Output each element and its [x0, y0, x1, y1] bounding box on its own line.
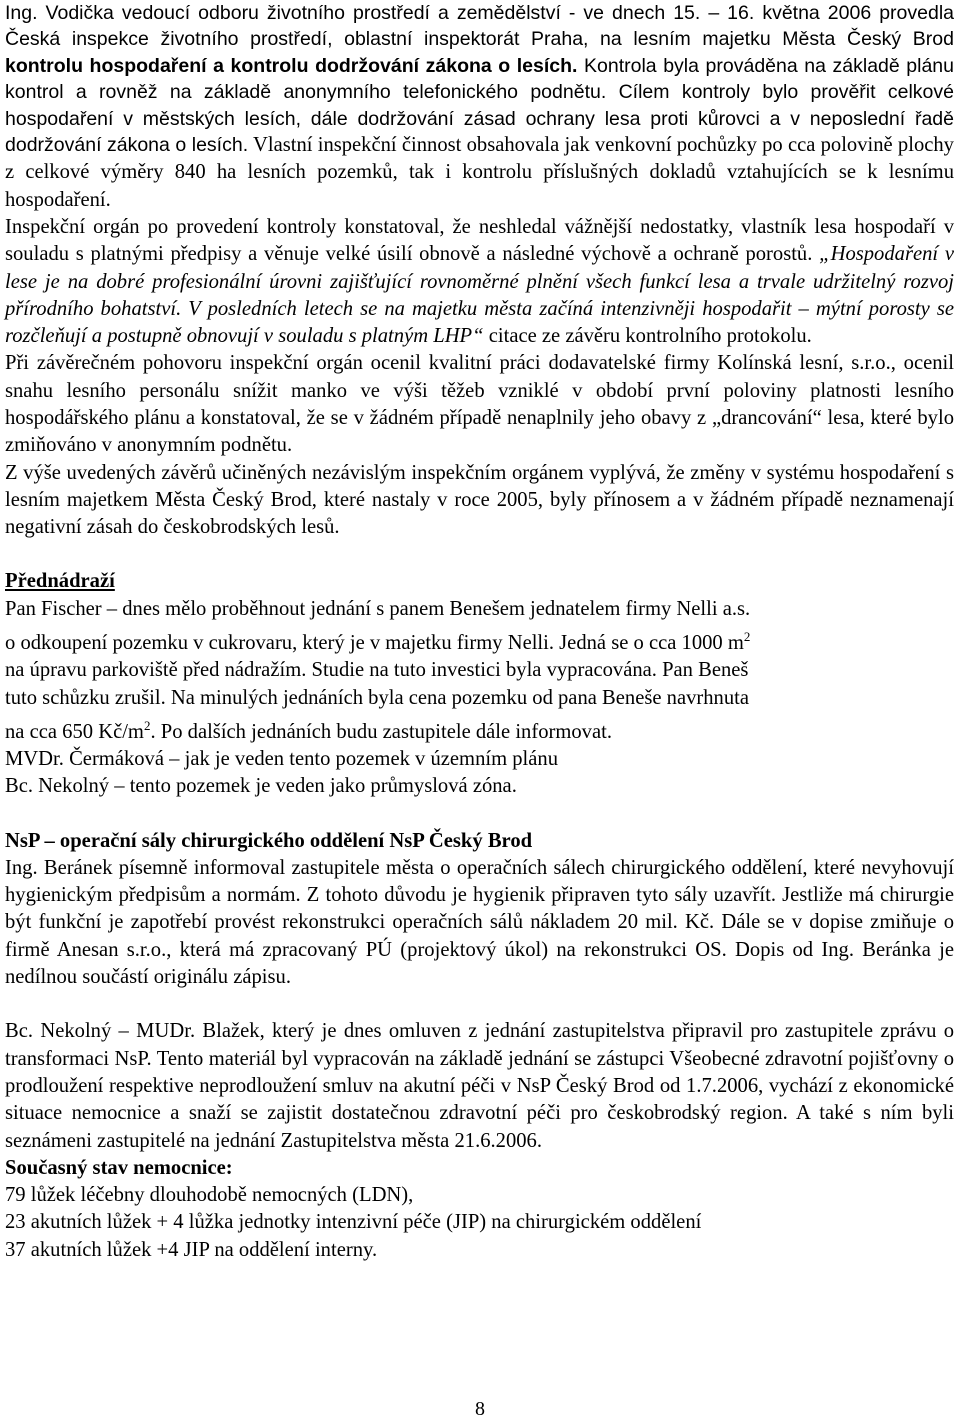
nsp-section — [5, 828, 954, 1264]
prednadrazi-line: tuto schůzku zrušil. Na minulých jednáních byla cena pozemku od pana Beneše navrhnuta — [5, 686, 749, 709]
prednadrazi-line: MVDr. Čermáková – jak je veden tento pozemek v územním plánu — [5, 747, 559, 770]
prednadrazi-text: . Po dalších jednáních budu zastupitele dále informovat. — [150, 720, 612, 743]
forest-paragraph-3: Při závěrečném pohovoru inspekční orgán ocenil kvalitní práci dodavatelské firmy Kolínská lesní, s.r.o., ocenil snahu lesního personálu snížit manko ve výši těžeb vzniklé v období první poloviny platnosti lesního hospodářského plánu a konstatoval, že se v žádném případě nenaplnily jeho obavy z „drancování“ lesa, které bylo zmiňováno v anonymním podnětu. — [5, 352, 954, 457]
prednadrazi-line — [5, 623, 954, 657]
forest-findings: Inspekční orgán po provedení kontroly konstatoval, že neshledal vážnější nedostatky, vlastník lesa hospodaří v souladu s platnými předpisy a věnuje velké úsilí obnově a následné výchově a ochraně porostů. — [5, 215, 954, 266]
forest-quote-source: citace ze závěru kontrolního protokolu. — [483, 325, 812, 348]
spacer — [5, 991, 954, 1018]
forest-intro: Ing. Vodička vedoucí odboru životního prostředí a zemědělství - ve dnech 15. – 16. května 2006 provedla Česká inspekce životního prostředí, oblastní inspektorát Praha, na lesním majetku Města Český Brod — [5, 2, 954, 51]
spacer — [5, 541, 954, 568]
nsp-heading: NsP – operační sály chirurgického oddělení NsP Český Brod — [5, 829, 533, 852]
spacer — [5, 801, 954, 828]
forest-inspection-text: Vlastní inspekční činnost obsahovala jak venkovní pochůzky po cca polovině plochy z celkové výměry 840 ha lesních pozemků, tak i kontrolu příslušných dokladů vztahujících se k lesnímu hospodaření. — [5, 134, 954, 211]
nsp-state-item: 79 lůžek léčebny dlouhodobě nemocných (LDN), — [5, 1184, 414, 1207]
superscript: 2 — [143, 717, 151, 733]
nsp-paragraph-2: Bc. Nekolný – MUDr. Blažek, který je dnes omluven z jednání zastupitelstva připravil pro zastupitele zprávu o transformaci NsP. Tento materiál byl vypracován na základě jednání se zástupci Všeobecné zdravotní pojišťovny o prodloužení respektive neprodloužení smluv na akutní péči v NsP Český Brod od 1.7.2006, vychází z ekonomické situace nemocnice a snaží se zajistit dostatečnou zdravotní péči pro českobrodský region. A také s ním byli seznámeni zastupitelé na jednání Zastupitelstva města 21.6.2006. — [5, 1020, 954, 1152]
nsp-state-item: 23 akutních lůžek + 4 lůžka jednotky intenzivní péče (JIP) na chirurgickém oddělení — [5, 1211, 702, 1234]
forest-control-text: Kontrola byla prováděna na základě plánu kontrol a rovněž na základě anonymního telefonického podnětu. Cílem kontroly bylo prověřit celkové hospodaření v městských lesích, dále dodržování zásad ochrany lesa proti kůrovci a v neposlední řadě dodržování zákona o lesích. — [5, 54, 954, 157]
forest-control-title: kontrolu hospodaření a kontrolu dodržování zákona o lesích. — [5, 54, 578, 77]
prednadrazi-section — [5, 568, 954, 800]
page-number: 8 — [475, 1398, 485, 1420]
nsp-paragraph-1: Ing. Beránek písemně informoval zastupitele města o operačních sálech chirurgického oddělení, které nevyhovují hygienickým předpisům a normám. Z tohoto důvodu je hygienik připraven tyto sály uzavřít. Jestliže má chirurgie být funkční je zapotřebí provést rekonstrukci operačních sálů nákladem 20 mil. Kč. Dále se v dopise zmiňuje o firmě Anesan s.r.o., která má zpracovaný PÚ (projektový úkol) na rekonstrukci OS. Dopis od Ing. Beránka je nedílnou součástí originálu zápisu. — [5, 856, 954, 989]
prednadrazi-text: na cca 650 Kč/m — [5, 720, 144, 743]
prednadrazi-line — [5, 712, 954, 746]
nsp-state-item: 37 akutních lůžek +4 JIP na oddělení interny. — [5, 1238, 378, 1261]
prednadrazi-heading: Přednádraží — [5, 570, 115, 593]
forest-paragraph-1 — [5, 0, 954, 214]
forest-paragraph-4: Z výše uvedených závěrů učiněných nezávislým inspekčním orgánem vyplývá, že změny v systému hospodaření s lesním majetkem Města Český Brod, které nastaly v roce 2005, byly přínosem a v žádném případě neznamenají negativní zásah do českobrodských lesů. — [5, 461, 954, 539]
superscript: 2 — [743, 629, 751, 645]
forest-paragraph-2 — [5, 214, 954, 350]
prednadrazi-line: Bc. Nekolný – tento pozemek je veden jako průmyslová zóna. — [5, 775, 517, 798]
forest-protocol-quote: „Hospodaření v lese je na dobré profesionální úrovni zajišťující rovnoměrné plnění všech funkcí lesa a trvale udržitelný rozvoj přírodního bohatství. V posledních letech se na majetku města začíná intenzivněji hospodařit – mýtní porosty se rozčleňují a postupně obnovují v souladu s platným LHP“ — [5, 243, 954, 348]
prednadrazi-line: Pan Fischer – dnes mělo proběhnout jednání s panem Benešem jednatelem firmy Nelli a.s. — [5, 597, 751, 620]
prednadrazi-text: o odkoupení pozemku v cukrovaru, který je v majetku firmy Nelli. Jedná se o cca 1000 m — [5, 631, 744, 654]
nsp-state-heading: Současný stav nemocnice: — [5, 1156, 233, 1179]
prednadrazi-line: na úpravu parkoviště před nádražím. Studie na tuto investici byla vypracována. Pan Beneš — [5, 659, 749, 682]
